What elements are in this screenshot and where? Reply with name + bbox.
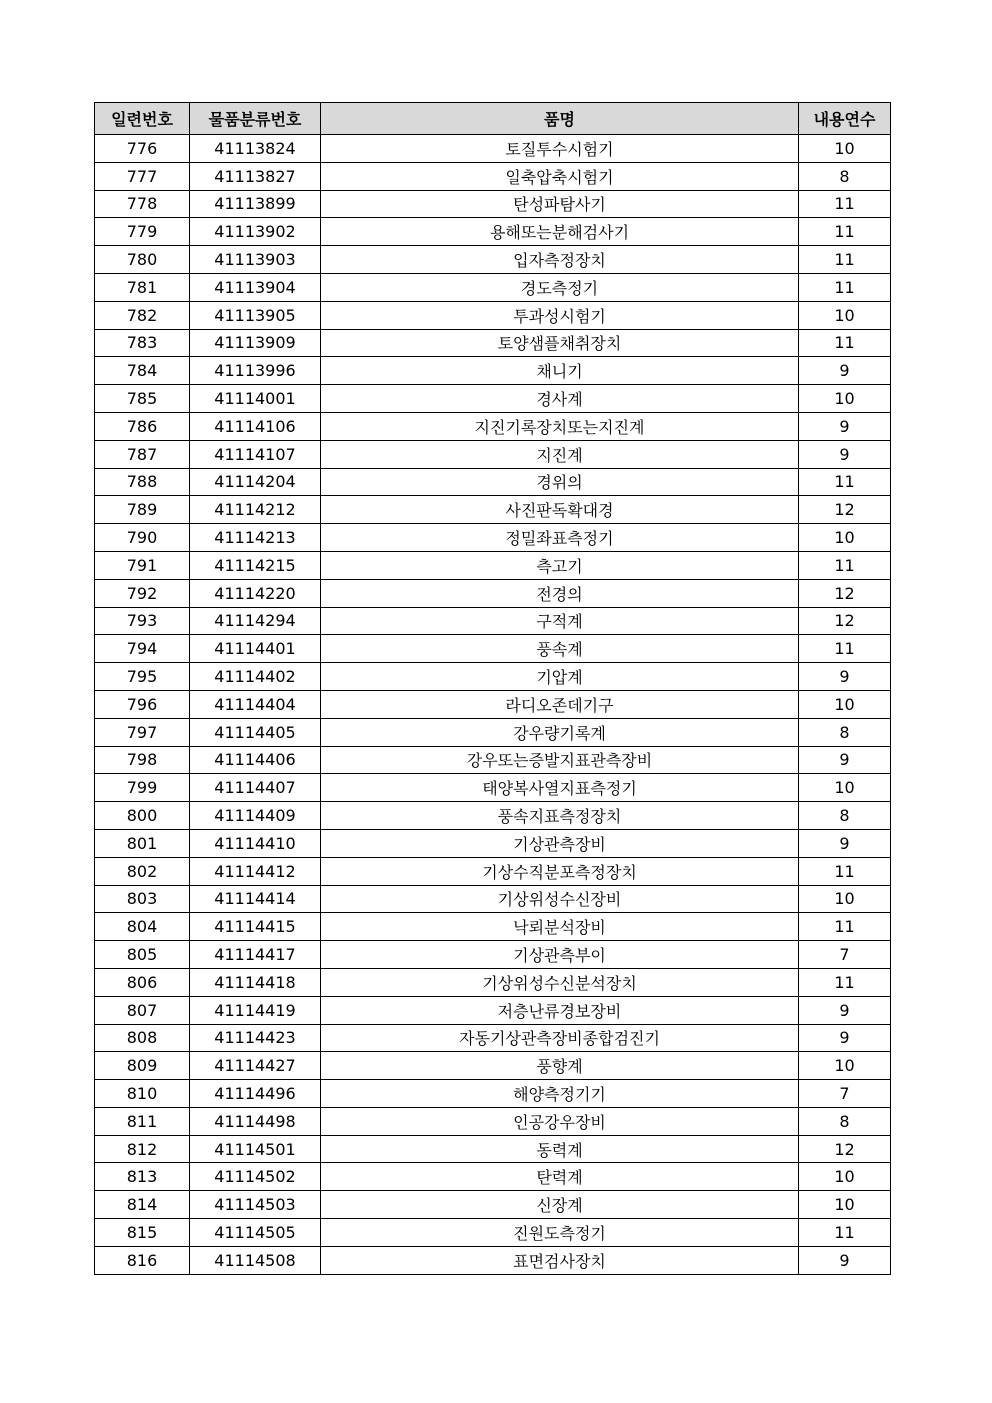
classification-number-cell: 41114427 xyxy=(190,1052,321,1080)
serial-number-cell: 797 xyxy=(95,718,190,746)
useful-life-cell: 11 xyxy=(799,968,891,996)
item-name-cell: 경도측정기 xyxy=(321,273,799,301)
table-row xyxy=(95,829,891,857)
classification-number-cell: 41113909 xyxy=(190,329,321,357)
useful-life-cell: 7 xyxy=(799,1080,891,1108)
table-row xyxy=(95,273,891,301)
serial-number-cell: 808 xyxy=(95,1024,190,1052)
serial-number-cell: 793 xyxy=(95,607,190,635)
useful-life-cell: 11 xyxy=(799,273,891,301)
classification-number-cell: 41114498 xyxy=(190,1107,321,1135)
serial-number-cell: 816 xyxy=(95,1246,190,1274)
table-row xyxy=(95,246,891,274)
classification-number-cell: 41114001 xyxy=(190,385,321,413)
serial-number-cell: 787 xyxy=(95,440,190,468)
useful-life-cell: 9 xyxy=(799,996,891,1024)
serial-number-cell: 783 xyxy=(95,329,190,357)
classification-number-cell: 41114415 xyxy=(190,913,321,941)
serial-number-cell: 800 xyxy=(95,802,190,830)
item-name-cell: 채니기 xyxy=(321,357,799,385)
classification-number-cell: 41113902 xyxy=(190,218,321,246)
useful-life-cell: 10 xyxy=(799,1191,891,1219)
classification-number-cell: 41114406 xyxy=(190,746,321,774)
useful-life-cell: 11 xyxy=(799,218,891,246)
useful-life-cell: 8 xyxy=(799,802,891,830)
item-name-cell: 정밀좌표측정기 xyxy=(321,524,799,552)
classification-number-cell: 41114409 xyxy=(190,802,321,830)
item-name-cell: 토양샘플채취장치 xyxy=(321,329,799,357)
serial-number-cell: 814 xyxy=(95,1191,190,1219)
serial-number-cell: 807 xyxy=(95,996,190,1024)
classification-number-cell: 41114404 xyxy=(190,690,321,718)
serial-number-cell: 796 xyxy=(95,690,190,718)
item-name-cell: 토질투수시험기 xyxy=(321,135,799,163)
item-name-cell: 기압계 xyxy=(321,663,799,691)
item-name-cell: 경사계 xyxy=(321,385,799,413)
item-name-cell: 기상위성수신분석장치 xyxy=(321,968,799,996)
classification-number-cell: 41113824 xyxy=(190,135,321,163)
useful-life-cell: 11 xyxy=(799,468,891,496)
table-row xyxy=(95,551,891,579)
item-name-cell: 라디오존데기구 xyxy=(321,690,799,718)
table-row xyxy=(95,1024,891,1052)
table-row xyxy=(95,524,891,552)
serial-number-cell: 788 xyxy=(95,468,190,496)
header-classification-number: 물품분류번호 xyxy=(190,103,321,135)
useful-life-cell: 9 xyxy=(799,829,891,857)
classification-number-cell: 41114294 xyxy=(190,607,321,635)
serial-number-cell: 813 xyxy=(95,1163,190,1191)
table-row xyxy=(95,496,891,524)
table-row xyxy=(95,690,891,718)
classification-number-cell: 41114418 xyxy=(190,968,321,996)
serial-number-cell: 786 xyxy=(95,412,190,440)
useful-life-cell: 12 xyxy=(799,579,891,607)
useful-life-cell: 12 xyxy=(799,1135,891,1163)
serial-number-cell: 806 xyxy=(95,968,190,996)
serial-number-cell: 779 xyxy=(95,218,190,246)
table-row xyxy=(95,1246,891,1274)
serial-number-cell: 789 xyxy=(95,496,190,524)
classification-number-cell: 41114508 xyxy=(190,1246,321,1274)
classification-number-cell: 41113904 xyxy=(190,273,321,301)
item-name-cell: 측고기 xyxy=(321,551,799,579)
classification-number-cell: 41113996 xyxy=(190,357,321,385)
classification-number-cell: 41114410 xyxy=(190,829,321,857)
useful-life-cell: 9 xyxy=(799,663,891,691)
serial-number-cell: 803 xyxy=(95,885,190,913)
useful-life-cell: 11 xyxy=(799,1219,891,1247)
header-row xyxy=(95,103,891,135)
useful-life-cell: 11 xyxy=(799,246,891,274)
item-name-cell: 전경의 xyxy=(321,579,799,607)
table-row xyxy=(95,885,891,913)
classification-number-cell: 41114505 xyxy=(190,1219,321,1247)
serial-number-cell: 805 xyxy=(95,941,190,969)
table-row xyxy=(95,468,891,496)
useful-life-cell: 10 xyxy=(799,135,891,163)
serial-number-cell: 784 xyxy=(95,357,190,385)
classification-number-cell: 41114423 xyxy=(190,1024,321,1052)
item-name-cell: 구적계 xyxy=(321,607,799,635)
classification-number-cell: 41114402 xyxy=(190,663,321,691)
item-name-cell: 낙뢰분석장비 xyxy=(321,913,799,941)
table-row xyxy=(95,1080,891,1108)
table-row xyxy=(95,635,891,663)
item-name-cell: 경위의 xyxy=(321,468,799,496)
table-row xyxy=(95,996,891,1024)
table-row xyxy=(95,607,891,635)
table-row xyxy=(95,301,891,329)
classification-number-cell: 41114412 xyxy=(190,857,321,885)
classification-number-cell: 41114502 xyxy=(190,1163,321,1191)
serial-number-cell: 815 xyxy=(95,1219,190,1247)
serial-number-cell: 801 xyxy=(95,829,190,857)
table-row xyxy=(95,913,891,941)
serial-number-cell: 778 xyxy=(95,190,190,218)
table-row xyxy=(95,968,891,996)
serial-number-cell: 802 xyxy=(95,857,190,885)
table-row xyxy=(95,412,891,440)
table-row xyxy=(95,746,891,774)
table-row xyxy=(95,1135,891,1163)
item-name-cell: 기상관측장비 xyxy=(321,829,799,857)
useful-life-cell: 10 xyxy=(799,1163,891,1191)
table-row xyxy=(95,1219,891,1247)
classification-number-cell: 41114215 xyxy=(190,551,321,579)
useful-life-cell: 10 xyxy=(799,524,891,552)
item-name-cell: 용해또는분해검사기 xyxy=(321,218,799,246)
serial-number-cell: 811 xyxy=(95,1107,190,1135)
table-row xyxy=(95,190,891,218)
item-name-cell: 지진계 xyxy=(321,440,799,468)
classification-number-cell: 41114501 xyxy=(190,1135,321,1163)
item-name-cell: 풍향계 xyxy=(321,1052,799,1080)
classification-number-cell: 41114417 xyxy=(190,941,321,969)
item-name-cell: 일축압축시험기 xyxy=(321,162,799,190)
table-row xyxy=(95,385,891,413)
item-name-cell: 해양측정기기 xyxy=(321,1080,799,1108)
table-row xyxy=(95,802,891,830)
useful-life-cell: 11 xyxy=(799,551,891,579)
classification-number-cell: 41114107 xyxy=(190,440,321,468)
item-name-cell: 기상수직분포측정장치 xyxy=(321,857,799,885)
item-name-cell: 풍속지표측정장치 xyxy=(321,802,799,830)
item-name-cell: 태양복사열지표측정기 xyxy=(321,774,799,802)
item-name-cell: 동력계 xyxy=(321,1135,799,1163)
item-name-cell: 진원도측정기 xyxy=(321,1219,799,1247)
useful-life-cell: 10 xyxy=(799,885,891,913)
serial-number-cell: 799 xyxy=(95,774,190,802)
item-name-cell: 탄력계 xyxy=(321,1163,799,1191)
table-row xyxy=(95,218,891,246)
table-row xyxy=(95,718,891,746)
classification-number-cell: 41114401 xyxy=(190,635,321,663)
serial-number-cell: 809 xyxy=(95,1052,190,1080)
useful-life-cell: 12 xyxy=(799,607,891,635)
item-name-cell: 사진판독확대경 xyxy=(321,496,799,524)
classification-number-cell: 41114496 xyxy=(190,1080,321,1108)
classification-number-cell: 41113905 xyxy=(190,301,321,329)
useful-life-cell: 10 xyxy=(799,1052,891,1080)
classification-number-cell: 41114204 xyxy=(190,468,321,496)
classification-number-cell: 41114503 xyxy=(190,1191,321,1219)
item-name-cell: 자동기상관측장비종합검진기 xyxy=(321,1024,799,1052)
serial-number-cell: 792 xyxy=(95,579,190,607)
header-serial-number: 일련번호 xyxy=(95,103,190,135)
classification-number-cell: 41114414 xyxy=(190,885,321,913)
item-name-cell: 지진기록장치또는지진계 xyxy=(321,412,799,440)
useful-life-cell: 10 xyxy=(799,774,891,802)
table-row xyxy=(95,1052,891,1080)
table-row xyxy=(95,1191,891,1219)
table-row xyxy=(95,941,891,969)
classification-number-cell: 41114419 xyxy=(190,996,321,1024)
serial-number-cell: 812 xyxy=(95,1135,190,1163)
table-row xyxy=(95,162,891,190)
useful-life-cell: 11 xyxy=(799,913,891,941)
durability-table xyxy=(94,102,891,1275)
item-name-cell: 풍속계 xyxy=(321,635,799,663)
classification-number-cell: 41114213 xyxy=(190,524,321,552)
serial-number-cell: 780 xyxy=(95,246,190,274)
item-name-cell: 강우량기록계 xyxy=(321,718,799,746)
useful-life-cell: 9 xyxy=(799,746,891,774)
useful-life-cell: 12 xyxy=(799,496,891,524)
serial-number-cell: 810 xyxy=(95,1080,190,1108)
serial-number-cell: 795 xyxy=(95,663,190,691)
useful-life-cell: 9 xyxy=(799,412,891,440)
useful-life-cell: 9 xyxy=(799,440,891,468)
useful-life-cell: 8 xyxy=(799,162,891,190)
item-name-cell: 탄성파탐사기 xyxy=(321,190,799,218)
header-useful-life: 내용연수 xyxy=(799,103,891,135)
table-row xyxy=(95,135,891,163)
classification-number-cell: 41114405 xyxy=(190,718,321,746)
table-row xyxy=(95,329,891,357)
useful-life-cell: 9 xyxy=(799,1246,891,1274)
table-row xyxy=(95,663,891,691)
serial-number-cell: 791 xyxy=(95,551,190,579)
useful-life-cell: 10 xyxy=(799,301,891,329)
item-name-cell: 인공강우장비 xyxy=(321,1107,799,1135)
table-row xyxy=(95,357,891,385)
serial-number-cell: 804 xyxy=(95,913,190,941)
serial-number-cell: 781 xyxy=(95,273,190,301)
table-row xyxy=(95,774,891,802)
table-row xyxy=(95,1107,891,1135)
serial-number-cell: 790 xyxy=(95,524,190,552)
serial-number-cell: 776 xyxy=(95,135,190,163)
classification-number-cell: 41113899 xyxy=(190,190,321,218)
table-row xyxy=(95,857,891,885)
table-row xyxy=(95,579,891,607)
item-name-cell: 강우또는증발지표관측장비 xyxy=(321,746,799,774)
useful-life-cell: 11 xyxy=(799,857,891,885)
table-row xyxy=(95,440,891,468)
classification-number-cell: 41114220 xyxy=(190,579,321,607)
classification-number-cell: 41114212 xyxy=(190,496,321,524)
item-name-cell: 저층난류경보장비 xyxy=(321,996,799,1024)
classification-number-cell: 41113903 xyxy=(190,246,321,274)
useful-life-cell: 10 xyxy=(799,690,891,718)
classification-number-cell: 41114106 xyxy=(190,412,321,440)
useful-life-cell: 8 xyxy=(799,718,891,746)
serial-number-cell: 777 xyxy=(95,162,190,190)
useful-life-cell: 9 xyxy=(799,357,891,385)
useful-life-cell: 11 xyxy=(799,635,891,663)
serial-number-cell: 782 xyxy=(95,301,190,329)
serial-number-cell: 798 xyxy=(95,746,190,774)
item-name-cell: 표면검사장치 xyxy=(321,1246,799,1274)
useful-life-cell: 9 xyxy=(799,1024,891,1052)
item-name-cell: 신장계 xyxy=(321,1191,799,1219)
item-name-cell: 투과성시험기 xyxy=(321,301,799,329)
item-name-cell: 기상위성수신장비 xyxy=(321,885,799,913)
item-name-cell: 입자측정장치 xyxy=(321,246,799,274)
useful-life-cell: 8 xyxy=(799,1107,891,1135)
classification-number-cell: 41113827 xyxy=(190,162,321,190)
serial-number-cell: 785 xyxy=(95,385,190,413)
classification-number-cell: 41114407 xyxy=(190,774,321,802)
serial-number-cell: 794 xyxy=(95,635,190,663)
useful-life-cell: 7 xyxy=(799,941,891,969)
useful-life-cell: 10 xyxy=(799,385,891,413)
item-name-cell: 기상관측부이 xyxy=(321,941,799,969)
header-item-name: 품명 xyxy=(321,103,799,135)
useful-life-cell: 11 xyxy=(799,329,891,357)
useful-life-cell: 11 xyxy=(799,190,891,218)
table-row xyxy=(95,1163,891,1191)
